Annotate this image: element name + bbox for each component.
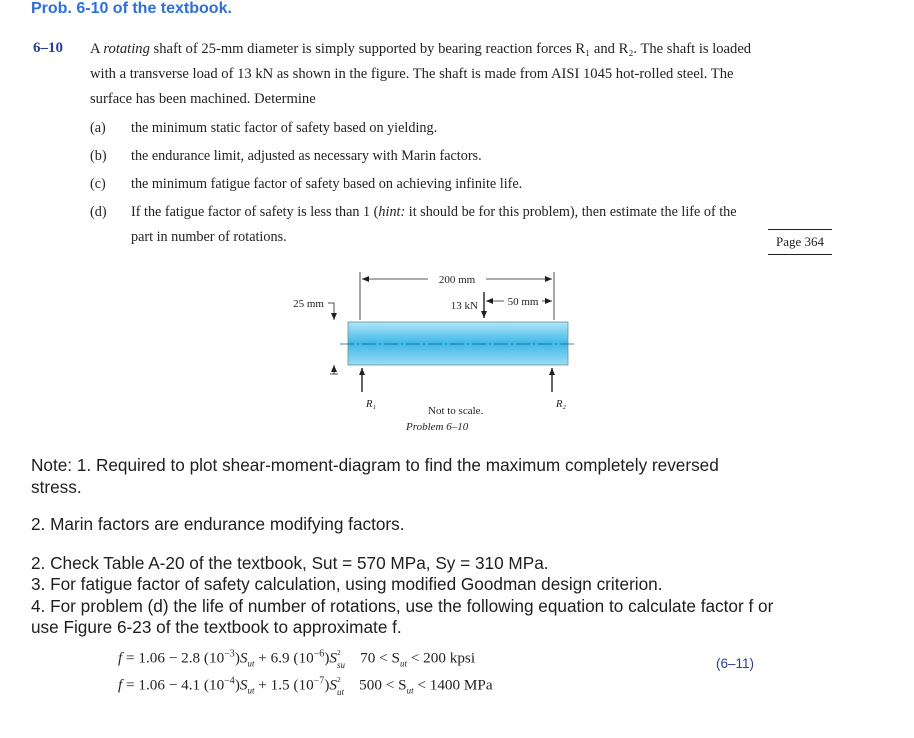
part-d-label: (d): [90, 204, 107, 220]
part-a-text: the minimum static factor of safety based on yielding.: [131, 120, 438, 136]
equation-1-range-tail: < 200 kpsi: [406, 649, 476, 667]
problem-line-3: surface has been machined. Determine: [90, 91, 316, 107]
diameter-label: 25 mm: [293, 298, 324, 310]
problem-line-2: with a transverse load of 13 kN as shown in the figure. The shaft is made from AISI 1045 hot-rolled steel. The: [90, 66, 734, 82]
equation-2-range-tail: < 1400 MPa: [413, 676, 493, 694]
equation-1: f = 1.06 − 2.8 $(10^{-3})S_{ut} + 6.9$ $(10^{-6})S^2$ su $70 < S_{ut} < 200$ kpsi: [118, 648, 476, 670]
note-2: 2. Marin factors are endurance modifying factors.: [31, 514, 405, 534]
part-b-label: (b): [90, 148, 107, 164]
part-c-text: the minimum fatigue factor of safety based on achieving infinite life.: [131, 176, 523, 192]
equation-1-range: 70 < S: [360, 649, 400, 667]
note-1-line-1: Note: 1. Required to plot shear-moment-diagram to find the maximum completely reversed: [31, 455, 719, 475]
dim-50-label: 50 mm: [507, 296, 539, 308]
problem-line-1: [90, 36, 751, 62]
shaft-figure: [280, 262, 600, 437]
diameter-top-arrow: [328, 303, 334, 320]
part-d-text: If the fatigue factor of safety is less than 1 (hint: it should be for this problem), then estimate the life of the: [131, 204, 737, 220]
shaft-body: [348, 322, 568, 365]
equation-tag: (6–11): [716, 656, 755, 671]
figure-caption: Problem 6–10: [406, 421, 469, 433]
reaction-r1-label: R₁: [366, 399, 377, 410]
reaction-r2-label: R₂: [556, 399, 567, 410]
equation-2-range: 500 < S: [359, 676, 407, 694]
equation-2: f = 1.06 − 4.1 $(10^{-4})S_{ut} + 1.5$ $(10^{-7})S^2$ ut $500 < S_{ut} < 1400$ MPa: [118, 675, 493, 697]
note-5-line-1: 4. For problem (d) the life of number of rotations, use the following equation to calculate factor f or: [31, 596, 774, 616]
part-b-text: the endurance limit, adjusted as necessary with Marin factors.: [131, 148, 482, 164]
part-d-text-2: part in number of rotations.: [131, 229, 287, 245]
note-5-line-2: use Figure 6-23 of the textbook to approximate f.: [31, 617, 402, 637]
problem-line-1-text: A rotating shaft of 25-mm diameter is simply supported by bearing reaction forces R₁ and R₂. The shaft is loaded: [90, 41, 752, 57]
problem-number: 6–10: [33, 40, 63, 56]
note-3: 2. Check Table A-20 of the textbook, Sut = 570 MPa, Sy = 310 MPa.: [31, 553, 549, 573]
part-c-label: (c): [90, 176, 106, 192]
page-reference: Page 364: [768, 229, 832, 255]
page-title: Prob. 6-10 of the textbook.: [31, 0, 232, 17]
note-4: 3. For fatigue factor of safety calculation, using modified Goodman design criterion.: [31, 574, 663, 594]
load-label: 13 kN: [450, 300, 478, 312]
part-a-label: (a): [90, 120, 106, 136]
dim-200-label: 200 mm: [438, 274, 476, 286]
note-1-line-2: stress.: [31, 477, 82, 497]
not-to-scale-note: Not to scale.: [428, 405, 484, 417]
